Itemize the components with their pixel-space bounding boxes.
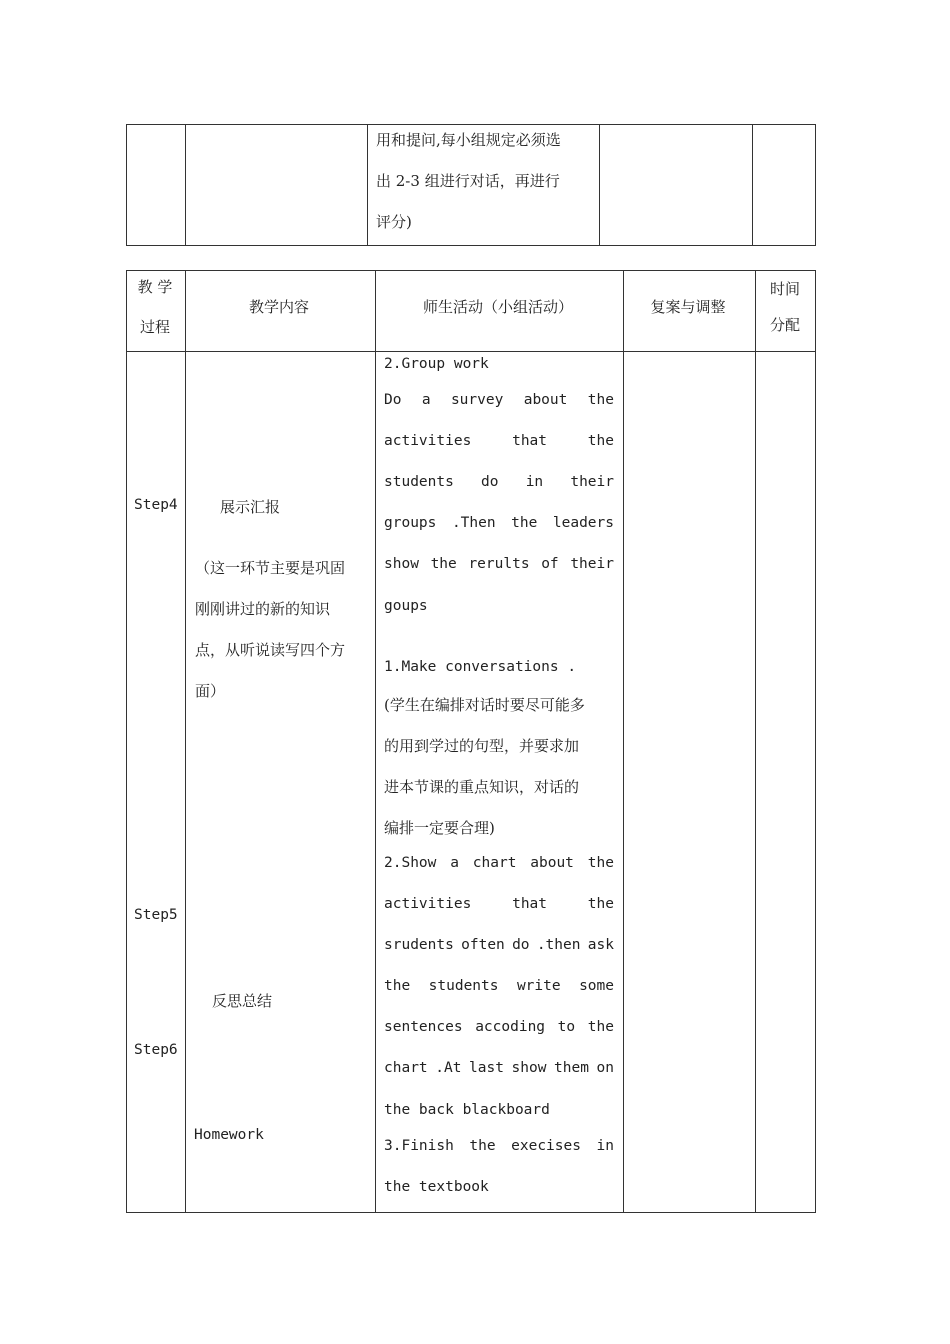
word: the (511, 515, 538, 531)
word: srudents (384, 937, 454, 953)
chart-line-1 (384, 855, 614, 871)
word: chart (472, 855, 517, 871)
word: show (384, 556, 419, 572)
word: the (587, 896, 614, 912)
word: a (450, 855, 459, 871)
content-note-2: 刚刚讲过的新的知识 (195, 600, 331, 618)
word: activities (384, 896, 472, 912)
top-activity-line-3: 评分) (376, 213, 412, 231)
word: the (587, 433, 614, 449)
word: in (596, 1138, 614, 1154)
word: .At (435, 1060, 462, 1076)
word: do (512, 937, 530, 953)
content-note-1: （这一环节主要是巩固 (195, 559, 346, 577)
word: the (587, 855, 614, 871)
finish-line-1 (384, 1138, 614, 1154)
word: chart (384, 1060, 428, 1076)
conv-note-2: 的用到学过的句型，并要求加 (384, 737, 580, 755)
word: their (570, 474, 614, 490)
conv-note-1: (学生在编排对话时要尽可能多 (384, 696, 585, 714)
content-show-report: 展示汇报 (220, 498, 281, 516)
word: that (512, 896, 548, 912)
header-content: 教学内容 (248, 298, 309, 316)
word: some (579, 978, 614, 994)
chart-line-3 (384, 937, 614, 953)
survey-line-2 (384, 433, 614, 449)
survey-line-3 (384, 474, 614, 490)
header-time-2: 分配 (769, 316, 800, 334)
word: last (469, 1060, 504, 1076)
word: students (384, 474, 454, 490)
survey-line-4 (384, 515, 614, 531)
chart-line-4 (384, 978, 614, 994)
activity-make-conv: 1.Make conversations . (384, 659, 577, 675)
word: students (428, 978, 499, 994)
finish-line-2: the textbook (384, 1179, 489, 1195)
step5-label: Step5 (134, 907, 178, 923)
word: accoding (475, 1019, 546, 1035)
survey-line-5 (384, 556, 614, 572)
content-note-4: 面） (195, 682, 226, 700)
content-homework: Homework (194, 1127, 264, 1143)
conv-note-3: 进本节课的重点知识，对话的 (384, 778, 580, 796)
word: that (512, 433, 548, 449)
word: .Then (451, 515, 496, 531)
top-activity-line-2: 出 2-3 组进行对话，再进行 (376, 172, 560, 190)
word: .then (536, 937, 581, 953)
conv-note-4: 编排一定要合理) (384, 819, 495, 837)
word: often (461, 937, 505, 953)
header-time-1: 时间 (769, 280, 800, 298)
word: sentences (384, 1019, 463, 1035)
word: rerults (468, 556, 530, 572)
word: of (541, 556, 559, 572)
word: Do (384, 392, 402, 408)
word: survey (450, 392, 504, 408)
word: activities (384, 433, 472, 449)
content-reflect: 反思总结 (212, 992, 273, 1010)
step4-label: Step4 (134, 497, 178, 513)
word: 2.Show (384, 855, 437, 871)
word: execises (511, 1138, 581, 1154)
chart-line-2 (384, 896, 614, 912)
word: their (570, 556, 614, 572)
content-note-3: 点，从听说读写四个方 (195, 641, 346, 659)
word: in (525, 474, 544, 490)
word: the (587, 392, 614, 408)
chart-line-5 (384, 1019, 614, 1035)
word: about (530, 855, 574, 871)
step6-label: Step6 (134, 1042, 178, 1058)
word: write (516, 978, 561, 994)
word: on (596, 1060, 614, 1076)
top-activity-line-1: 用和提问,每小组规定必须选 (376, 131, 561, 149)
word: the (384, 978, 411, 994)
header-process-2: 过程 (139, 318, 170, 336)
word: a (421, 392, 431, 408)
word: ask (587, 937, 614, 953)
word: do (481, 474, 499, 490)
activity-group-work: 2.Group work (384, 356, 489, 372)
survey-line-6: goups (384, 598, 428, 614)
word: to (557, 1019, 576, 1035)
word: 3.Finish (384, 1138, 454, 1154)
word: the (430, 556, 457, 572)
header-process-1: 教 学 (137, 278, 173, 296)
word: the (587, 1019, 614, 1035)
word: them (554, 1060, 589, 1076)
header-activity: 师生活动（小组活动） (422, 298, 573, 316)
word: show (511, 1060, 547, 1076)
word: leaders (552, 515, 614, 531)
chart-line-6 (384, 1060, 614, 1076)
word: groups (384, 515, 437, 531)
word: about (523, 392, 568, 408)
word: the (469, 1138, 496, 1154)
header-revision: 复案与调整 (650, 298, 726, 316)
chart-line-7: the back blackboard (384, 1102, 550, 1118)
survey-line-1 (384, 392, 614, 408)
